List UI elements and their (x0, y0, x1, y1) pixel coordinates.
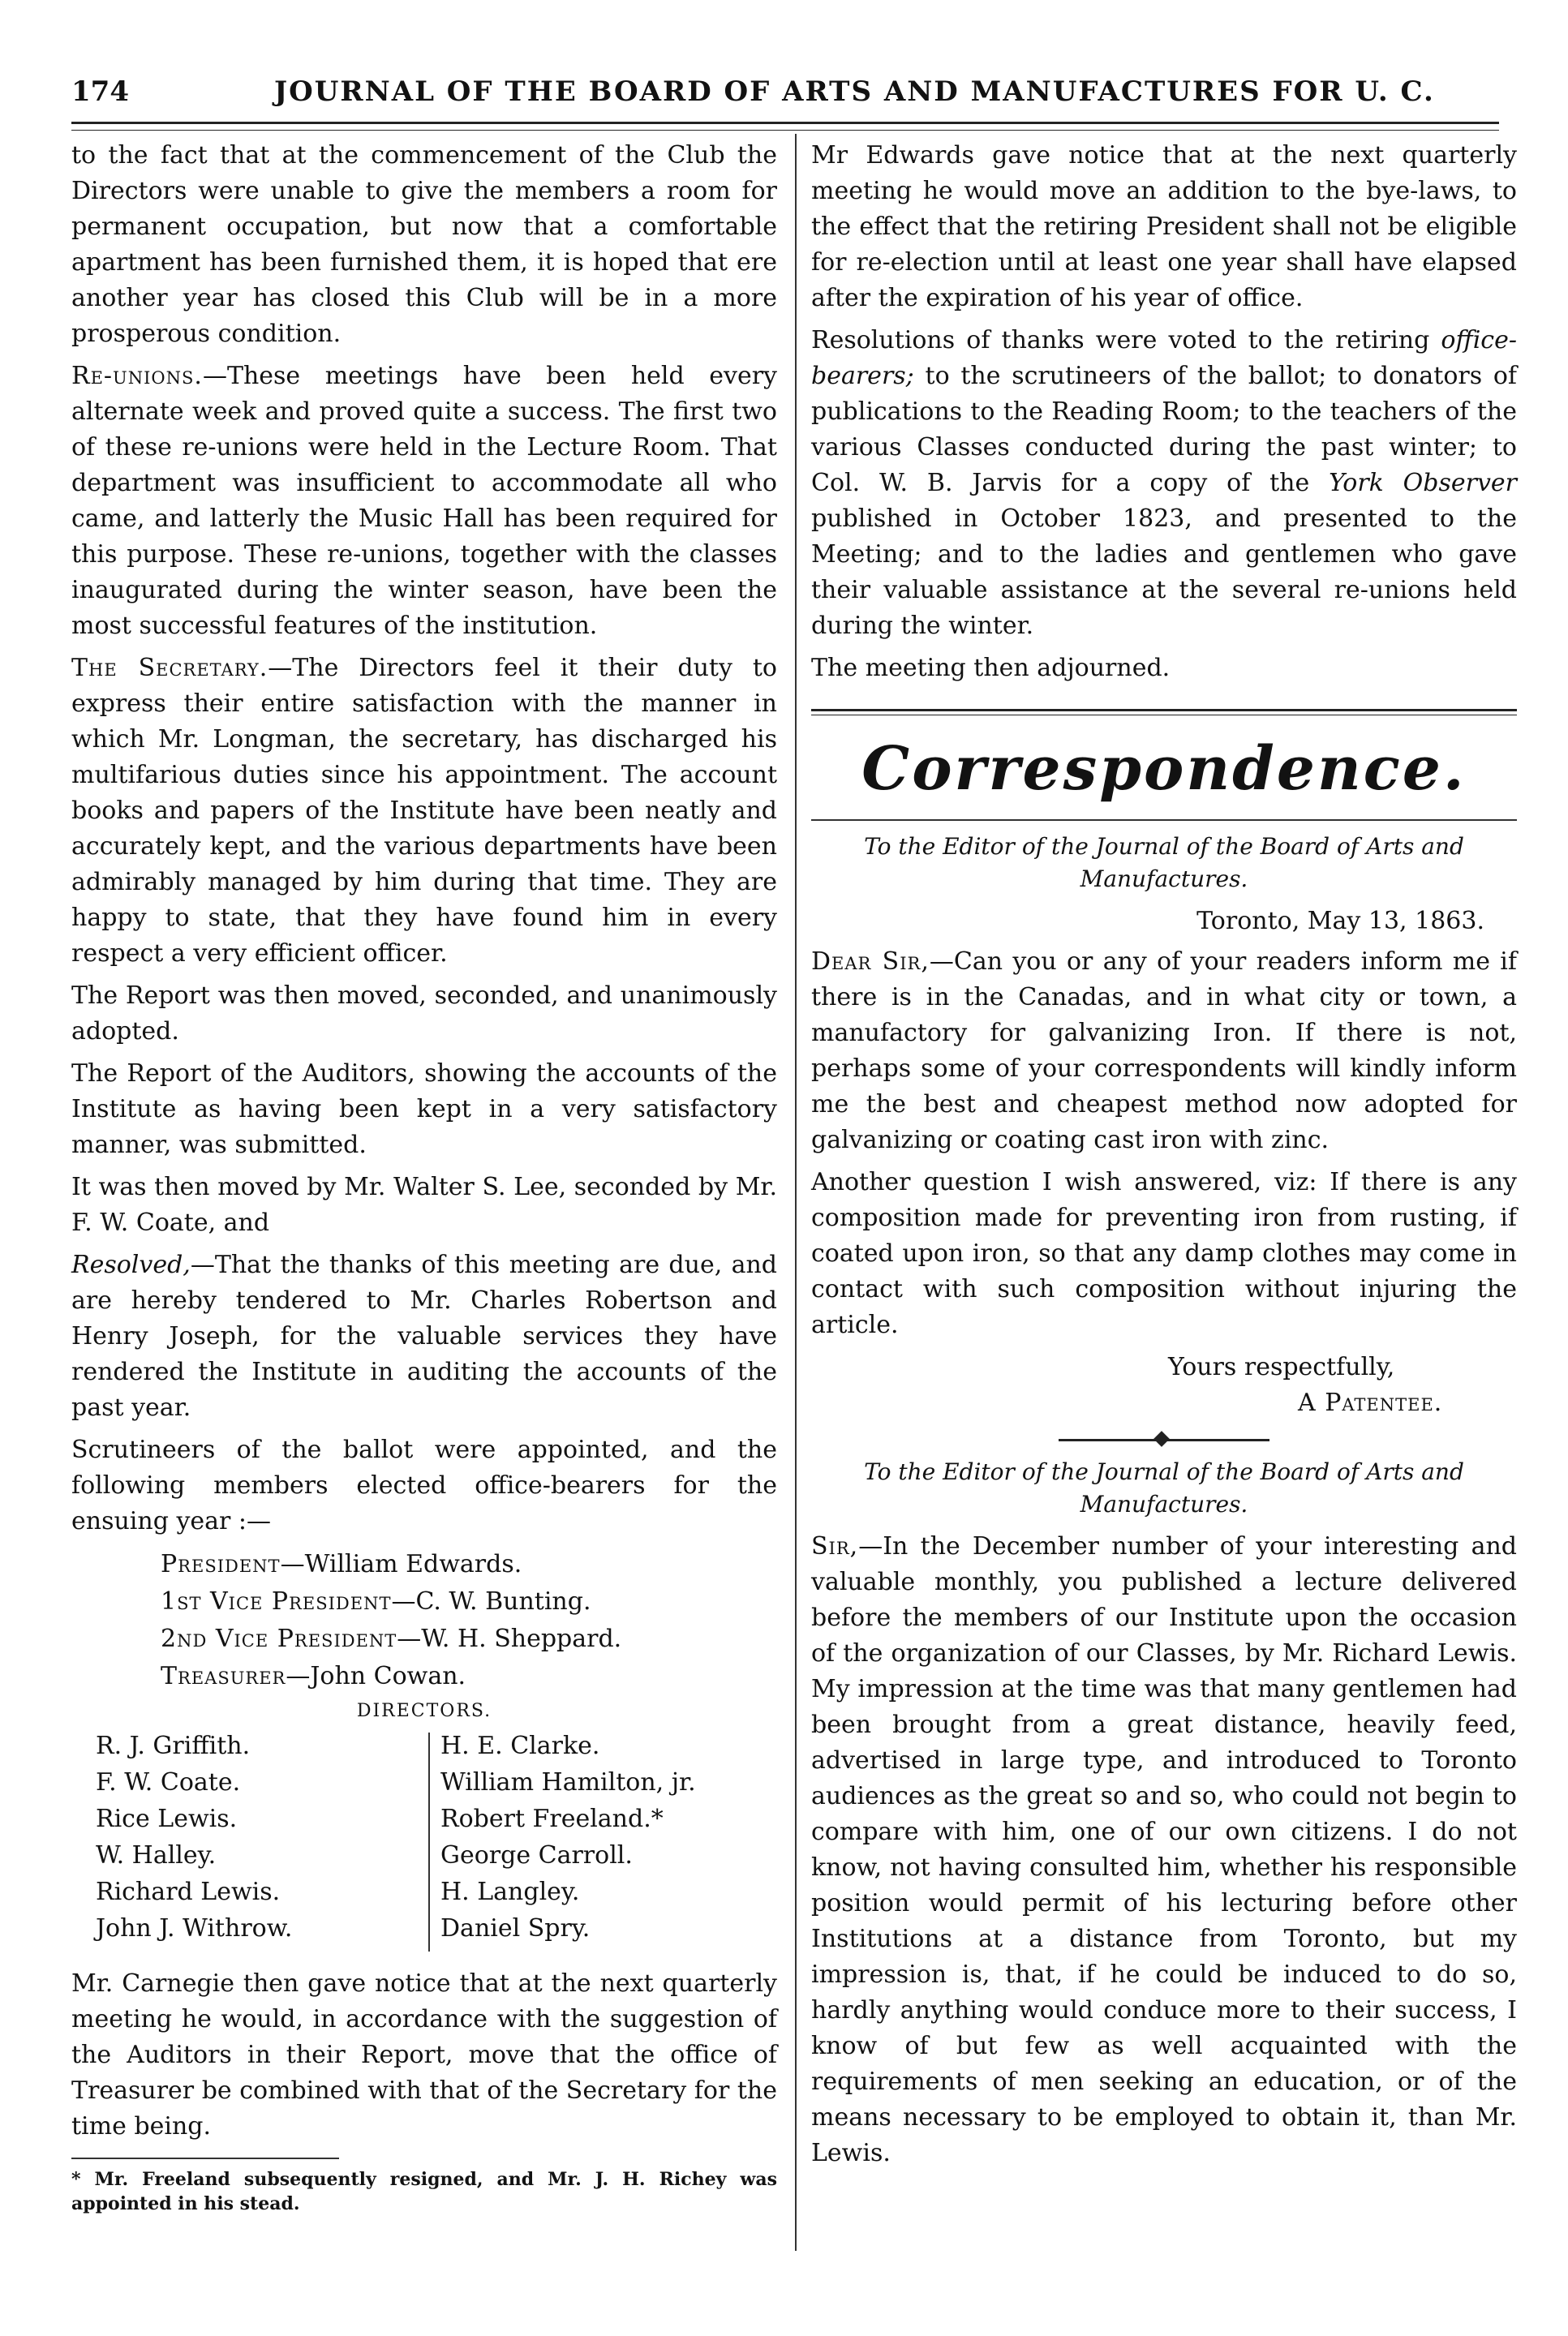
director-name: W. Halley. (96, 1841, 217, 1870)
directors-table (71, 1728, 777, 1955)
directors-column-1 (96, 1728, 292, 1947)
club-paragraph: to the fact that at the commencement of the Club the Directors were unable to give the members a room for permanent occupation, but now that a comfortable apartment has been furnished them, it is hoped that ere another year has closed this Club will be in a more prosperous condition. (71, 141, 777, 348)
director-name: Richard Lewis. (96, 1878, 281, 1906)
right-column (811, 138, 1517, 2178)
diamond-icon (1153, 1431, 1170, 1447)
letter-dateline: Toronto, May 13, 1863. (1196, 907, 1484, 935)
auditors-paragraph: The Report of the Auditors, showing the accounts of the Institute as having been kept in a very satisfactory manner, was submitted. (71, 1059, 777, 1159)
adjourned-paragraph: The meeting then adjourned. (811, 654, 1171, 682)
directors-column-2 (440, 1728, 696, 1947)
director-name: H. E. Clarke. (440, 1732, 600, 1760)
resolved-label: Resolved, (71, 1251, 191, 1279)
running-title: JOURNAL OF THE BOARD OF ARTS AND MANUFACTURES FOR U. C. (274, 75, 1435, 108)
footnote-rule (71, 2158, 339, 2159)
letter-body: Another question I wish answered, viz: If there is any composition made for preventing iron from rusting, if coated upon iron, so that any damp clothes may come in contact with such composition without injuring the article. (811, 1168, 1517, 1339)
reunions-label: Re-unions. (71, 362, 203, 390)
director-name: F. W. Coate. (96, 1768, 241, 1797)
secretary-paragraph (71, 651, 777, 972)
column-divider (795, 134, 797, 2251)
edwards-paragraph: Mr Edwards gave notice that at the next quarterly meeting he would move an addition to the bye-laws, to the effect that the retiring President shall not be eligible for re-election until at least one year shall have elapsed after the expiration of his year of office. (811, 141, 1517, 312)
page-header (71, 69, 1499, 118)
letter-1 (811, 831, 1517, 1421)
reunions-paragraph (71, 359, 777, 644)
letter-2 (811, 1456, 1517, 2171)
officers-list (161, 1546, 777, 1695)
salutation: Sir, (811, 1532, 859, 1561)
director-name: Rice Lewis. (96, 1805, 238, 1833)
letter-address: To the Editor of the Journal of the Board of Arts and Manufactures. (864, 833, 1464, 892)
officer-entry: 2nd Vice President—W. H. Sheppard. (161, 1625, 622, 1653)
header-rule (71, 122, 1499, 124)
directors-divider (428, 1733, 430, 1952)
resolved-paragraph (71, 1247, 777, 1426)
director-name: Daniel Spry. (440, 1914, 591, 1943)
director-name: H. Langley. (440, 1878, 580, 1906)
letter-closing: Yours respectfully, (1168, 1353, 1395, 1381)
section-rule (811, 709, 1517, 711)
report-adopted-paragraph: The Report was then moved, seconded, and unanimously adopted. (71, 981, 777, 1046)
letter-signature: A Patentee. (1298, 1389, 1443, 1417)
footnote: * Mr. Freeland subsequently resigned, and Mr. J. H. Richey was appointed in his stead. (71, 2169, 777, 2214)
letter-body: Sir,—In the December number of your interesting and valuable monthly, you published a lecture delivered before the members of our Institute upon the occasion of the organization of our Classes, by Mr. Richard Lewis. My impression at the time was that many gentlemen had been brought from a great distance, heavily feed, advertised in large type, and introduced to Toronto audiences as the great so and so, who could not begin to compare with him, one of our own citizens. I do not know, not having consulted him, whether his responsible position would permit of his lecturing before other Institutions at a distance from Toronto, but my impression is, that, if he could be induced to do so, hardly anything would conduce more to their success, I know of but few as well acquainted with the requirements of men seeking an education, or of the means necessary to be employed to obtain it, than Mr. Lewis. (811, 1532, 1517, 2167)
director-name: George Carroll. (440, 1841, 633, 1870)
ornament-divider (1059, 1439, 1269, 1445)
secretary-text: —The Directors feel it their duty to express their entire satisfaction with the manner in which Mr. Longman, the secretary, has discharged his multifarious duties since his appointment. The account books and papers of the Institute have been neatly and accurately kept, and the various departments have been admirably managed by him during that time. They are happy to state, that they have found him in every respect a very efficient officer. (71, 654, 777, 968)
motion-paragraph: It was then moved by Mr. Walter S. Lee, seconded by Mr. F. W. Coate, and (71, 1173, 777, 1237)
director-name: William Hamilton, jr. (440, 1768, 696, 1797)
secretary-label: The Secretary. (71, 654, 268, 682)
letter-body: Dear Sir,—Can you or any of your readers inform me if there is in the Canadas, and in what city or town, a manufactory for galvanizing Iron. If there is not, perhaps some of your correspondents will kindly inform me the best and cheapest method now adopted for galvanizing or coating cast iron with zinc. (811, 947, 1518, 1154)
page-number: 174 (71, 75, 129, 108)
director-name: Robert Freeland.* (440, 1805, 664, 1833)
reunions-text: —These meetings have been held every alternate week and proved quite a success. The first two of these re-unions were held in the Lecture Room. That department was insufficient to accommodate all who came, and latterly the Music Hall has been required for this purpose. These re-unions, together with the classes inaugurated during the winter season, have been the most successful features of the institution. (71, 362, 777, 640)
officer-entry: President—William Edwards. (161, 1550, 522, 1578)
salutation: Dear Sir, (811, 947, 930, 976)
letter-address: To the Editor of the Journal of the Board of Arts and Manufactures. (864, 1458, 1464, 1518)
scrutineers-paragraph: Scrutineers of the ballot were appointed, and the following members elected office-bearers for the ensuing year :— (71, 1436, 777, 1535)
header-rule-thin (71, 130, 1499, 131)
director-name: R. J. Griffith. (96, 1732, 251, 1760)
section-rule-below (811, 819, 1517, 821)
carnegie-paragraph: Mr. Carnegie then gave notice that at the next quarterly meeting he would, in accordance with the suggestion of the Auditors in their Report, move that the office of Treasurer be combined with that of the Secretary for the time being. (71, 1969, 777, 2141)
directors-heading: DIRECTORS. (356, 1701, 492, 1721)
officer-entry: 1st Vice President—C. W. Bunting. (161, 1587, 591, 1616)
left-column (71, 138, 777, 2222)
thanks-paragraph: Resolutions of thanks were voted to the retiring office-bearers; to the scrutineers of the ballot; to donators of publications to the Reading Room; to the teachers of the various Classes conducted during the past winter; to Col. W. B. Jarvis for a copy of the York Observer published in October 1823, and presented to the Meeting; and to the ladies and gentlemen who gave their valuable assistance at the several re-unions held during the winter. (811, 326, 1518, 640)
director-name: John J. Withrow. (96, 1914, 293, 1943)
officer-entry: Treasurer—John Cowan. (161, 1662, 466, 1690)
resolved-text: —That the thanks of this meeting are due, and are hereby tendered to Mr. Charles Robertson and Henry Joseph, for the valuable services they have rendered the Institute in auditing the accounts of the past year. (71, 1251, 777, 1422)
section-title: Correspondence. (861, 734, 1467, 804)
